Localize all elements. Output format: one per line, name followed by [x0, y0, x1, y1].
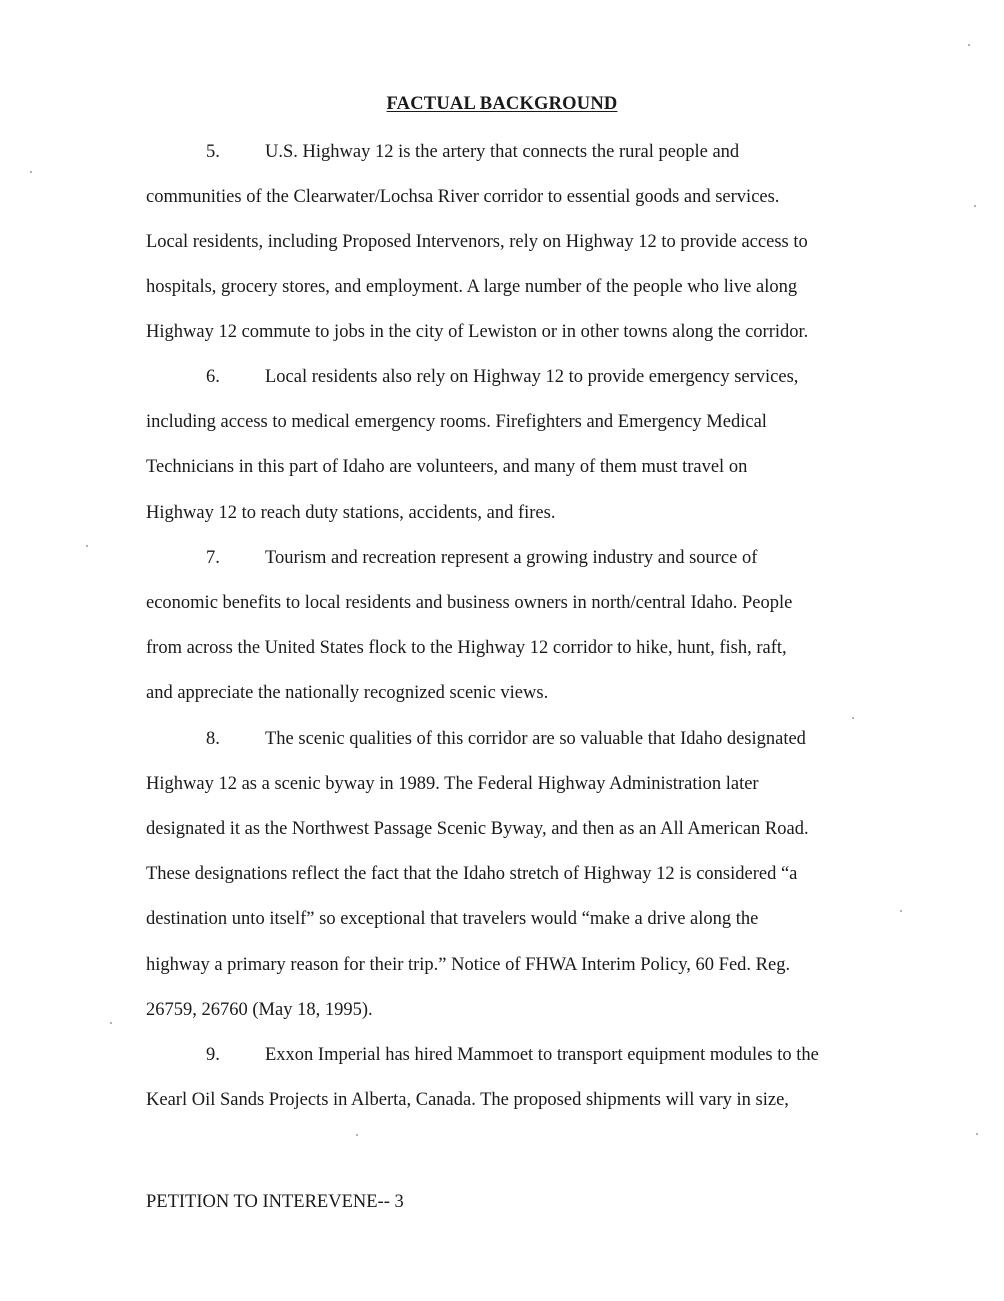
paragraph-6-line-3: Technicians in this part of Idaho are volunteers, and many of them must travel on	[146, 457, 748, 477]
page-footer: PETITION TO INTEREVENE-- 3	[146, 1192, 404, 1212]
paragraph-8-line-2: Highway 12 as a scenic byway in 1989. The Federal Highway Administration later	[146, 774, 759, 794]
paragraph-7-line-1: Tourism and recreation represent a growing industry and source of	[265, 548, 758, 568]
paragraph-8-line-4: These designations reflect the fact that the Idaho stretch of Highway 12 is considered “a	[146, 864, 798, 884]
paragraph-9-line-1: Exxon Imperial has hired Mammoet to transport equipment modules to the	[265, 1045, 819, 1065]
scan-speck	[86, 545, 88, 547]
scan-speck	[976, 1133, 978, 1135]
paragraph-6-number: 6.	[206, 367, 220, 387]
paragraph-8-line-3: designated it as the Northwest Passage Scenic Byway, and then as an All American Road.	[146, 819, 809, 839]
section-heading: FACTUAL BACKGROUND	[386, 94, 618, 114]
paragraph-8-line-7: 26759, 26760 (May 18, 1995).	[146, 1000, 373, 1020]
paragraph-8-line-1: The scenic qualities of this corridor are so valuable that Idaho designated	[265, 729, 806, 749]
paragraph-7-line-3: from across the United States flock to the Highway 12 corridor to hike, hunt, fish, raft,	[146, 638, 787, 658]
paragraph-6-first-line	[206, 366, 798, 388]
paragraph-9-number: 9.	[206, 1045, 220, 1065]
scan-speck	[30, 171, 32, 173]
paragraph-5-number: 5.	[206, 142, 220, 162]
paragraph-6-line-4: Highway 12 to reach duty stations, accidents, and fires.	[146, 503, 556, 523]
paragraph-7-line-2: economic benefits to local residents and business owners in north/central Idaho. People	[146, 593, 793, 613]
paragraph-7-number: 7.	[206, 548, 220, 568]
scan-speck	[968, 44, 970, 46]
paragraph-8-first-line	[206, 728, 806, 750]
scan-speck	[852, 717, 854, 719]
paragraph-9-line-2: Kearl Oil Sands Projects in Alberta, Canada. The proposed shipments will vary in size,	[146, 1090, 789, 1110]
paragraph-6-line-1: Local residents also rely on Highway 12 to provide emergency services,	[265, 367, 799, 387]
paragraph-5-line-4: hospitals, grocery stores, and employment. A large number of the people who live along	[146, 277, 798, 297]
scan-speck	[110, 1022, 112, 1024]
scan-speck	[900, 910, 902, 912]
scan-speck	[974, 205, 976, 207]
paragraph-7-line-4: and appreciate the nationally recognized scenic views.	[146, 683, 549, 703]
paragraph-5-first-line	[206, 141, 739, 163]
paragraph-7-first-line	[206, 547, 757, 569]
paragraph-8-line-5: destination unto itself” so exceptional that travelers would “make a drive along the	[146, 909, 759, 929]
paragraph-5-line-3: Local residents, including Proposed Intervenors, rely on Highway 12 to provide access to	[146, 232, 808, 252]
paragraph-9-first-line	[206, 1044, 819, 1066]
paragraph-6-line-2: including access to medical emergency rooms. Firefighters and Emergency Medical	[146, 412, 767, 432]
paragraph-8-number: 8.	[206, 729, 220, 749]
paragraph-8-line-6: highway a primary reason for their trip.” Notice of FHWA Interim Policy, 60 Fed. Reg.	[146, 955, 791, 975]
paragraph-5-line-1: U.S. Highway 12 is the artery that connects the rural people and	[265, 142, 740, 162]
paragraph-5-line-2: communities of the Clearwater/Lochsa River corridor to essential goods and services.	[146, 187, 780, 207]
paragraph-5-line-5: Highway 12 commute to jobs in the city of Lewiston or in other towns along the corridor.	[146, 322, 809, 342]
scan-speck	[356, 1134, 358, 1136]
